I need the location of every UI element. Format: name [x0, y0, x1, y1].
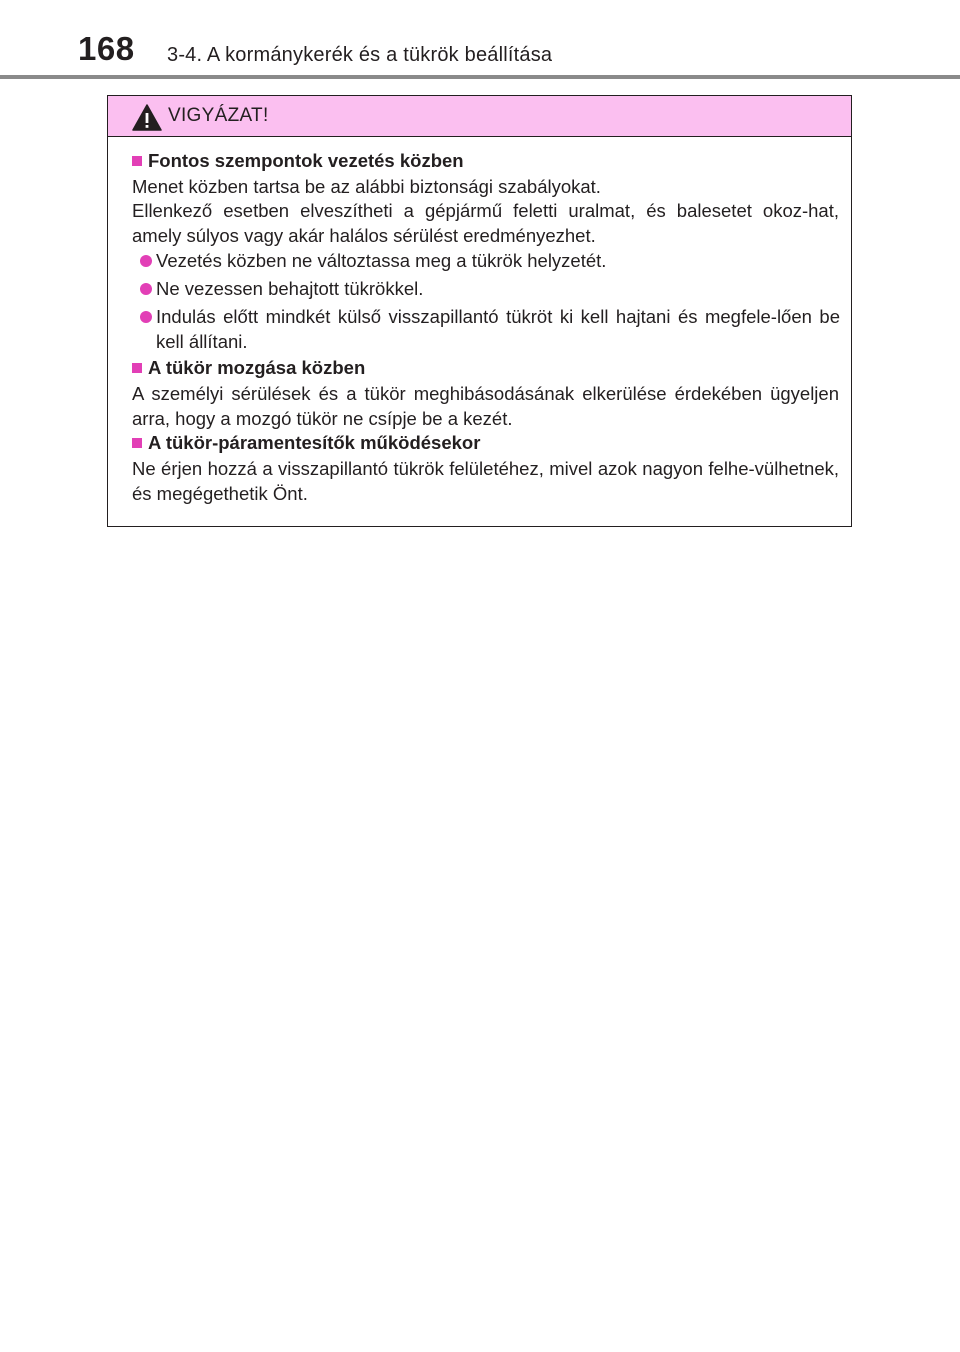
paragraph [132, 382, 839, 431]
list-item-text: Indulás előtt mindkét külső visszapillantó tükröt ki kell hajtani és megfele-lően be kell állítani. [156, 306, 840, 352]
section-heading [132, 357, 365, 379]
paragraph [132, 199, 839, 248]
paragraph [132, 457, 839, 506]
paragraph-text: Menet közben tartsa be az alábbi biztonsági szabályokat. [132, 176, 601, 197]
list-item [146, 277, 840, 302]
page-header [0, 0, 960, 80]
page-number: 168 [78, 30, 135, 67]
list-item [146, 249, 840, 274]
round-bullet-icon [140, 255, 152, 267]
round-bullet-icon [140, 283, 152, 295]
paragraph [132, 175, 839, 200]
paragraph-text: Ne érjen hozzá a visszapillantó tükrök felületéhez, mivel azok nagyon felhe-vülhetnek, és megégethetik Önt. [132, 458, 839, 504]
section-title: 3-4. A kormánykerék és a tükrök beállítása [167, 44, 553, 66]
header-divider [0, 75, 960, 79]
warning-triangle-icon [132, 104, 162, 131]
paragraph-text: Ellenkező esetben elveszítheti a gépjármű feletti uralmat, és balesetet okoz-hat, amely súlyos vagy akár halálos sérülést eredményezhet. [132, 200, 839, 246]
square-bullet-icon [132, 156, 142, 166]
list-item-text: Vezetés közben ne változtassa meg a tükrök helyzetét. [156, 250, 607, 271]
section-heading [132, 432, 480, 454]
section-heading-text: A tükör-páramentesítők működésekor [148, 432, 481, 453]
caution-header [108, 96, 851, 137]
section-heading-text: A tükör mozgása közben [148, 357, 366, 378]
section-heading-text: Fontos szempontok vezetés közben [148, 150, 464, 171]
square-bullet-icon [132, 438, 142, 448]
list-item-text: Ne vezessen behajtott tükrökkel. [156, 278, 424, 299]
section-heading [132, 150, 464, 172]
paragraph-text: A személyi sérülések és a tükör meghibásodásának elkerülése érdekében ügyeljen arra, hogy a mozgó tükör ne csípje be a kezét. [132, 383, 839, 429]
caution-box [107, 95, 852, 527]
round-bullet-icon [140, 311, 152, 323]
list-item [146, 305, 840, 354]
caution-label: VIGYÁZAT! [168, 105, 269, 126]
square-bullet-icon [132, 363, 142, 373]
